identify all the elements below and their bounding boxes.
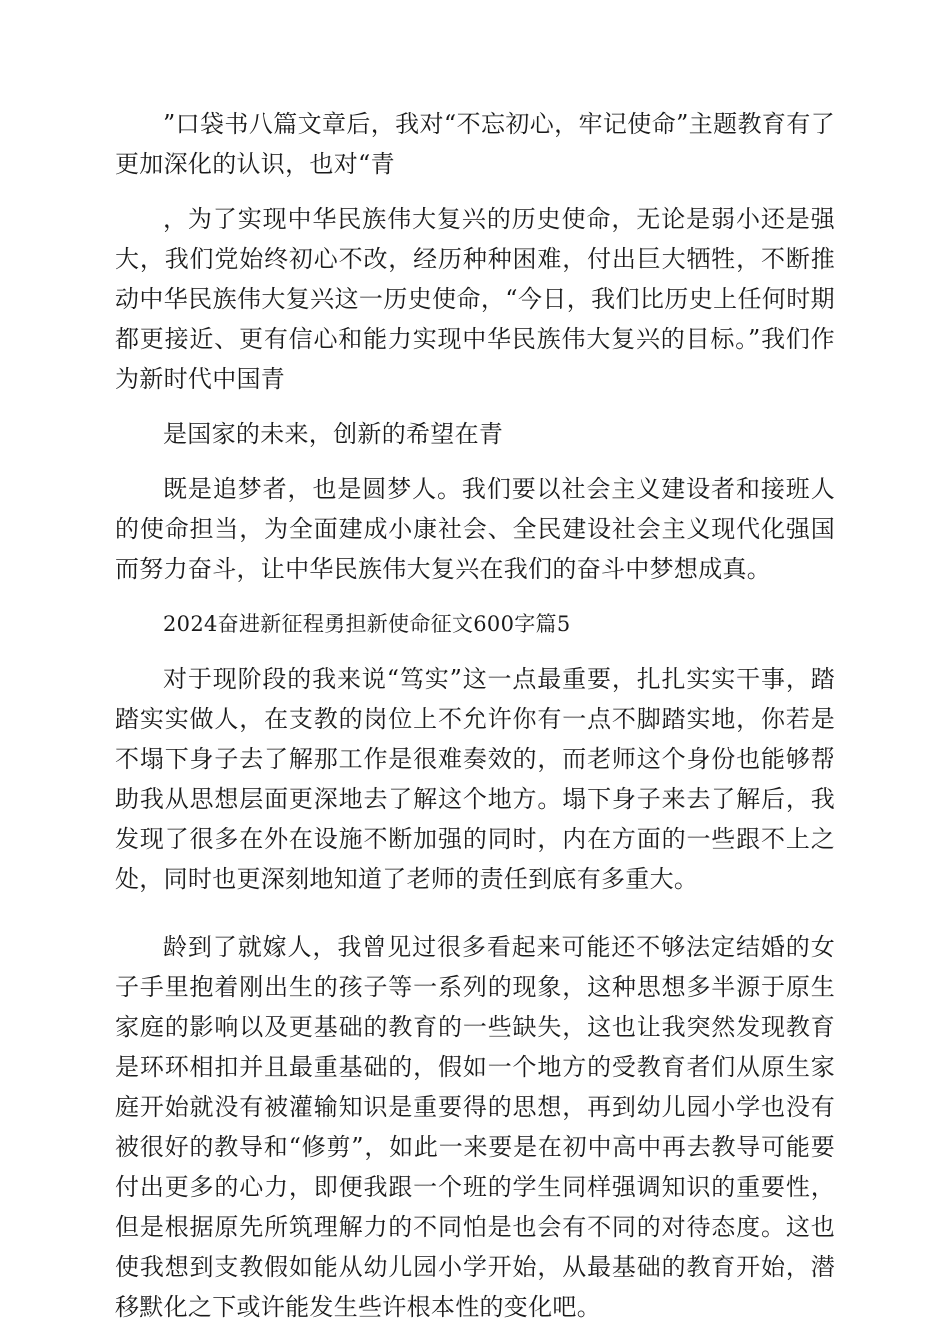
paragraph-6: 龄到了就嫁人，我曾见过很多看起来可能还不够法定结婚的女子手里抱着刚出生的孩子等一系列的现象，这种思想多半源于原生家庭的影响以及更基础的教育的一些缺失，这也让我突然发现教育是环环相扣并且最重基础的，假如一个地方的受教育者们从原生家庭开始就没有被灌输知识是重要得的思想，再到幼儿园小学也没有被很好的教导和“修剪”，如此一来要是在初中高中再去教导可能要付出更多的心力，即便我跟一个班的学生同样强调知识的重要性，但是根据原先所筑理解力的不同怕是也会有不同的对待态度。这也使我想到支教假如能从幼儿园小学开始，从最基础的教育开始，潜移默化之下或许能发生些许根本性的变化吧。	[115, 933, 835, 1321]
paragraph-3: 是国家的未来，创新的希望在青	[163, 420, 504, 448]
paragraph-4: 既是追梦者，也是圆梦人。我们要以社会主义建设者和接班人的使命担当，为全面建成小康社会、全民建设社会主义现代化强国而努力奋斗，让中华民族伟大复兴在我们的奋斗中梦想成真。	[115, 475, 835, 583]
section-heading: 2024奋进新征程勇担新使命征文600字篇5	[163, 612, 571, 636]
paragraph-5: 对于现阶段的我来说“笃实”这一点最重要，扎扎实实干事，踏踏实实做人，在支教的岗位上不允许你有一点不脚踏实地，你若是不塌下身子去了解那工作是很难奏效的，而老师这个身份也能够帮助我从思想层面更深地去了解这个地方。塌下身子来去了解后，我发现了很多在外在设施不断加强的同时，内在方面的一些跟不上之处，同时也更深刻地知道了老师的责任到底有多重大。	[115, 665, 835, 893]
paragraph-2: ，为了实现中华民族伟大复兴的历史使命，无论是弱小还是强大，我们党始终初心不改，经历种种困难，付出巨大牺牲，不断推动中华民族伟大复兴这一历史使命，“今日，我们比历史上任何时期都更接近、更有信心和能力实现中华民族伟大复兴的目标。”我们作为新时代中国青	[115, 205, 835, 393]
document-body	[115, 104, 835, 1342]
paragraph-1: ”口袋书八篇文章后，我对“不忘初心，牢记使命”主题教育有了更加深化的认识，也对“青	[115, 110, 835, 178]
